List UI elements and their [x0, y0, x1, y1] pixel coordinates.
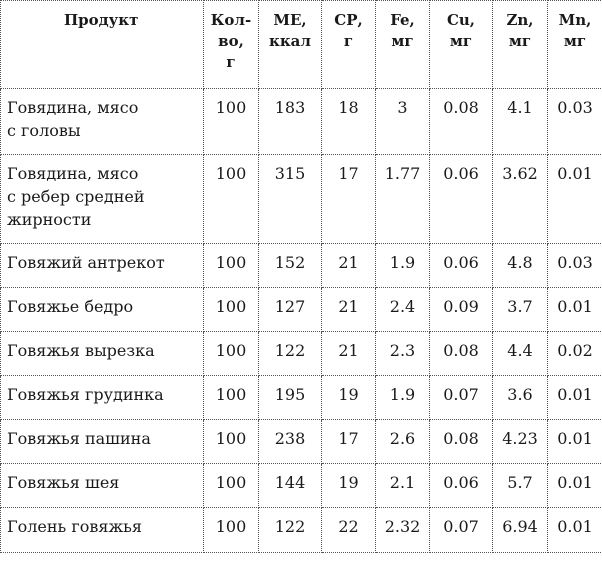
cell-manganese: 0.01 — [548, 420, 602, 464]
cell-protein: 21 — [322, 332, 376, 376]
cell-iron: 1.9 — [376, 244, 430, 288]
product-name: Говяжья пашина — [1, 420, 204, 464]
cell-energy: 195 — [259, 376, 322, 420]
cell-energy: 238 — [259, 420, 322, 464]
product-name: Говядина, мясо с ребер средней жирности — [1, 155, 204, 244]
cell-copper: 0.08 — [430, 332, 493, 376]
cell-copper: 0.08 — [430, 89, 493, 155]
table-row — [1, 420, 602, 464]
table-row — [1, 89, 602, 155]
cell-zinc: 3.62 — [493, 155, 548, 244]
cell-protein: 22 — [322, 508, 376, 553]
table-row — [1, 508, 602, 553]
product-name: Говяжий антрекот — [1, 244, 204, 288]
cell-zinc: 5.7 — [493, 464, 548, 508]
header-product: Продукт — [1, 1, 204, 89]
cell-protein: 19 — [322, 464, 376, 508]
cell-zinc: 4.23 — [493, 420, 548, 464]
cell-energy: 127 — [259, 288, 322, 332]
cell-copper: 0.06 — [430, 244, 493, 288]
cell-protein: 17 — [322, 155, 376, 244]
cell-copper: 0.09 — [430, 288, 493, 332]
header-energy: МЕ, ккал — [259, 1, 322, 89]
header-row — [1, 1, 602, 89]
cell-quantity: 100 — [204, 155, 259, 244]
product-name: Говяжье бедро — [1, 288, 204, 332]
cell-zinc: 6.94 — [493, 508, 548, 553]
cell-iron: 2.1 — [376, 464, 430, 508]
cell-protein: 17 — [322, 420, 376, 464]
cell-energy: 183 — [259, 89, 322, 155]
cell-zinc: 4.4 — [493, 332, 548, 376]
cell-copper: 0.06 — [430, 155, 493, 244]
table-row — [1, 464, 602, 508]
cell-energy: 144 — [259, 464, 322, 508]
cell-energy: 152 — [259, 244, 322, 288]
cell-quantity: 100 — [204, 376, 259, 420]
cell-iron: 1.9 — [376, 376, 430, 420]
cell-quantity: 100 — [204, 464, 259, 508]
cell-manganese: 0.01 — [548, 376, 602, 420]
cell-manganese: 0.01 — [548, 155, 602, 244]
cell-manganese: 0.01 — [548, 508, 602, 553]
product-name: Говяжья шея — [1, 464, 204, 508]
cell-manganese: 0.03 — [548, 244, 602, 288]
table-row — [1, 244, 602, 288]
header-zinc: Zn, мг — [493, 1, 548, 89]
cell-energy: 122 — [259, 332, 322, 376]
cell-protein: 21 — [322, 288, 376, 332]
header-copper: Cu, мг — [430, 1, 493, 89]
cell-copper: 0.07 — [430, 376, 493, 420]
table-row — [1, 332, 602, 376]
cell-iron: 2.6 — [376, 420, 430, 464]
cell-copper: 0.06 — [430, 464, 493, 508]
cell-quantity: 100 — [204, 288, 259, 332]
cell-manganese: 0.02 — [548, 332, 602, 376]
product-name: Говядина, мясо с головы — [1, 89, 204, 155]
cell-iron: 2.3 — [376, 332, 430, 376]
cell-iron: 2.32 — [376, 508, 430, 553]
cell-protein: 21 — [322, 244, 376, 288]
product-name: Голень говяжья — [1, 508, 204, 553]
header-quantity: Кол- во, г — [204, 1, 259, 89]
cell-quantity: 100 — [204, 332, 259, 376]
cell-protein: 18 — [322, 89, 376, 155]
cell-iron: 2.4 — [376, 288, 430, 332]
table-row — [1, 288, 602, 332]
cell-zinc: 4.8 — [493, 244, 548, 288]
header-manganese: Mn, мг — [548, 1, 602, 89]
cell-zinc: 3.6 — [493, 376, 548, 420]
cell-manganese: 0.03 — [548, 89, 602, 155]
cell-quantity: 100 — [204, 420, 259, 464]
cell-quantity: 100 — [204, 508, 259, 553]
cell-manganese: 0.01 — [548, 464, 602, 508]
product-name: Говяжья вырезка — [1, 332, 204, 376]
table-row — [1, 376, 602, 420]
cell-iron: 3 — [376, 89, 430, 155]
cell-zinc: 3.7 — [493, 288, 548, 332]
cell-energy: 315 — [259, 155, 322, 244]
cell-copper: 0.08 — [430, 420, 493, 464]
cell-energy: 122 — [259, 508, 322, 553]
table-row — [1, 155, 602, 244]
cell-zinc: 4.1 — [493, 89, 548, 155]
header-protein: СР, г — [322, 1, 376, 89]
cell-manganese: 0.01 — [548, 288, 602, 332]
cell-protein: 19 — [322, 376, 376, 420]
cell-iron: 1.77 — [376, 155, 430, 244]
cell-quantity: 100 — [204, 244, 259, 288]
header-iron: Fe, мг — [376, 1, 430, 89]
cell-quantity: 100 — [204, 89, 259, 155]
product-name: Говяжья грудинка — [1, 376, 204, 420]
cell-copper: 0.07 — [430, 508, 493, 553]
